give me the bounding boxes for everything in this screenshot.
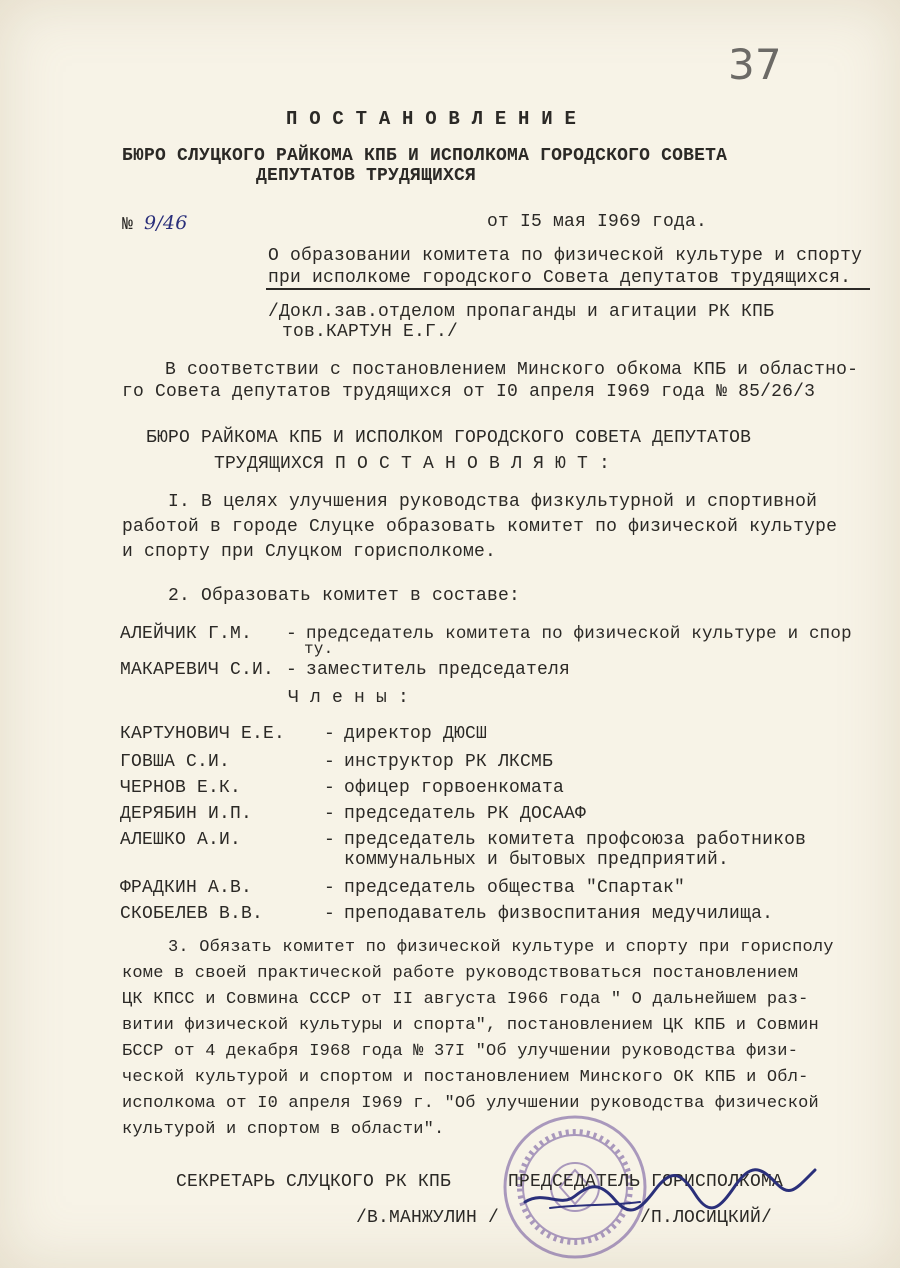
document-number [122, 212, 187, 235]
leader-role: заместитель председателя [306, 660, 571, 680]
item1-line-3: и спорту при Слуцком горисполкоме. [122, 542, 497, 562]
member-role: инструктор РК ЛКСМБ [344, 752, 554, 772]
reporter-line-1: /Докл.зав.отделом пропаганды и агитации РК КПБ [268, 302, 775, 322]
item3-line: витии физической культуры и спорта", постановлением ЦК КПБ и Совмин [122, 1016, 819, 1035]
subject-line-1: О образовании комитета по физической культуре и спорту [268, 246, 863, 266]
member-name: ЧЕРНОВ Е.К. [120, 778, 242, 798]
signatory-right-name: /П.ЛОСИЦКИЙ/ [640, 1208, 773, 1228]
preamble-line-2: го Совета депутатов трудящихся от I0 апреля I969 года № 85/26/3 [122, 382, 816, 402]
member-dash: - [324, 752, 336, 772]
member-name: КАРТУНОВИЧ Е.Е. [120, 724, 286, 744]
item3-line: ческой культурой и спортом и постановлением Минского ОК КПБ и Обл- [122, 1068, 809, 1087]
member-role: директор ДЮСШ [344, 724, 488, 744]
item1-line-1: I. В целях улучшения руководства физкультурной и спортивной [168, 492, 818, 512]
number-prefix: № [122, 215, 145, 235]
member-dash: - [324, 804, 336, 824]
item3-line: ЦК КПСС и Совмина СССР от II августа I966 года " О дальнейшем раз- [122, 990, 809, 1009]
member-dash: - [324, 878, 336, 898]
resolves-line-1: БЮРО РАЙКОМА КПБ И ИСПОЛКОМ ГОРОДСКОГО СОВЕТА ДЕПУТАТОВ [146, 428, 752, 448]
members-heading: Ч л е н ы : [288, 688, 410, 708]
item3-line: БССР от 4 декабря I968 года № 37I "Об улучшении руководства физи- [122, 1042, 799, 1061]
subject-line-2: при исполкоме городского Совета депутатов трудящихся. [268, 268, 852, 288]
item3-line: культурой и спортом в области". [122, 1120, 445, 1139]
reporter-line-2: тов.КАРТУН Е.Г./ [282, 322, 459, 342]
member-name: ФРАДКИН А.В. [120, 878, 253, 898]
leader-role: председатель комитета по физической культуре и спор [306, 624, 852, 644]
member-dash: - [324, 724, 336, 744]
member-role: офицер горвоенкомата [344, 778, 565, 798]
document-title: П О С Т А Н О В Л Е Н И Е [286, 108, 577, 130]
member-role-cont: коммунальных и бытовых предприятий. [344, 850, 730, 870]
preamble-line-1: В соответствии с постановлением Минского обкома КПБ и областно- [165, 360, 859, 380]
item3-line: исполкома от I0 апреля I969 г. "Об улучшении руководства физической [122, 1094, 819, 1113]
member-name: ДЕРЯБИН И.П. [120, 804, 253, 824]
leader-name: МАКАРЕВИЧ С.И. [120, 660, 275, 680]
item3-line: коме в своей практической работе руководствоваться постановлением [122, 964, 799, 983]
number-value: 9/46 [144, 212, 188, 234]
item1-line-2: работой в городе Слуцке образовать комитет по физической культуре [122, 517, 838, 537]
signatory-left-name: /В.МАНЖУЛИН / [356, 1208, 500, 1228]
member-dash: - [324, 904, 336, 924]
member-role: председатель РК ДОСААФ [344, 804, 587, 824]
issuer-line-1: БЮРО СЛУЦКОГО РАЙКОМА КПБ И ИСПОЛКОМА ГОРОДСКОГО СОВЕТА [122, 146, 728, 166]
member-name: СКОБЕЛЕВ В.В. [120, 904, 264, 924]
leader-name: АЛЕЙЧИК Г.М. [120, 624, 253, 644]
leader-dash: - [286, 660, 298, 680]
item3-line: 3. Обязать комитет по физической культуре и спорту при горисполу [168, 938, 834, 957]
leader-role-cont: ту. [304, 640, 334, 658]
signatory-left-title: СЕКРЕТАРЬ СЛУЦКОГО РК КПБ [176, 1172, 452, 1192]
subject-underline [266, 288, 870, 290]
resolves-line-2: ТРУДЯЩИХСЯ П О С Т А Н О В Л Я Ю Т : [214, 454, 611, 474]
leader-dash: - [286, 624, 298, 644]
member-name: ГОВША С.И. [120, 752, 231, 772]
member-name: АЛЕШКО А.И. [120, 830, 242, 850]
member-dash: - [324, 778, 336, 798]
member-role: председатель общества "Спартак" [344, 878, 686, 898]
member-dash: - [324, 830, 336, 850]
issuer-line-2: ДЕПУТАТОВ ТРУДЯЩИХСЯ [256, 166, 477, 186]
member-role: преподаватель физвоспитания медучилища. [344, 904, 774, 924]
item2-heading: 2. Образовать комитет в составе: [168, 586, 521, 606]
member-role: председатель комитета профсоюза работников [344, 830, 807, 850]
signatory-right-title: ПРЕДСЕДАТЕЛЬ ГОРИСПОЛКОМА [508, 1172, 784, 1192]
page-number: 37 [728, 40, 782, 89]
document-date: от I5 мая I969 года. [487, 212, 708, 232]
